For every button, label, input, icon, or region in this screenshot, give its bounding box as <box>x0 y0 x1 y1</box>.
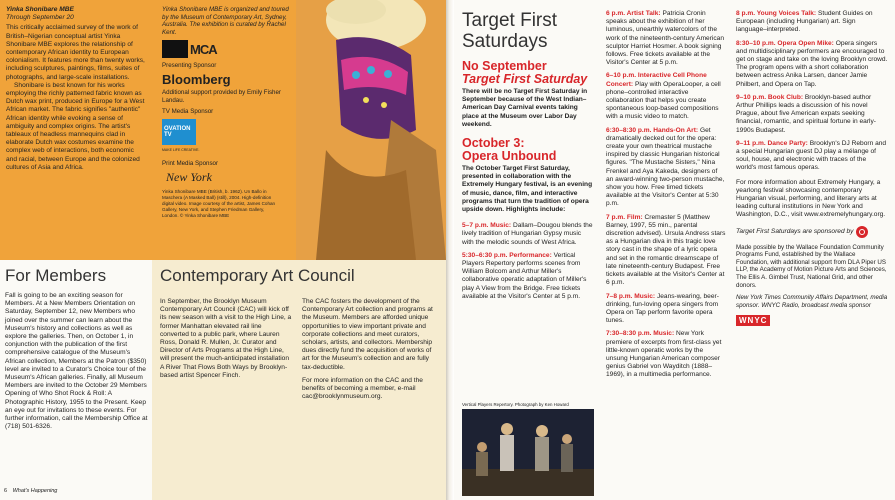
tv-sponsor-label: TV Media Sponsor <box>162 108 214 116</box>
shonibare-title: Yinka Shonibare MBE <box>6 6 74 13</box>
tfs-title-line2: Saturdays <box>462 31 548 52</box>
event-head: 8 p.m. Young Voices Talk: <box>736 10 817 17</box>
cac-title: Contemporary Art Council <box>160 266 355 285</box>
masked-figure-illustration <box>296 0 446 260</box>
event-item <box>736 140 888 173</box>
event-head: 8:30–10 p.m. Opera Open Mike: <box>736 39 834 47</box>
october-line2: Opera Unbound <box>462 149 557 164</box>
bloomberg-logo: Bloomberg <box>162 71 231 87</box>
event-head: 6:30–8:30 p.m. Hands-On Art: <box>606 126 699 134</box>
event-head: 5–7 p.m. Music: <box>462 222 512 230</box>
event-body: Opera singers and multidisciplinary performers are encouraged to get on stage and take on the loving Brooklyn crowd. The program opens with a short collaboration between actress Anika Larsen, dancer Jamie Philbert, and Opera on Tap. <box>736 39 888 88</box>
shonibare-artwork-image <box>296 0 446 260</box>
event-item <box>606 293 726 326</box>
october-heading <box>462 137 594 163</box>
event-item <box>736 40 888 89</box>
no-september-line1: No September <box>462 59 547 73</box>
event-head: 6–10 p.m. Interactive Cell Phone Concert: <box>606 72 707 88</box>
tfs-col2 <box>606 10 726 385</box>
artwork-caption: Yinka Shonibare MBE (British, b. 1962). Un Ballo in Maschera (A Masked Ball) (still), 2004. High-definition digital video. Image courtesy of the artist, James Cohan Gallery, New York, and Stephen Friedman Gallery, London. © Yinka Shonibare MBE <box>162 189 276 219</box>
event-head: 9–10 p.m. Book Club: <box>736 93 804 101</box>
event-item <box>736 94 888 135</box>
event-head: 9–11 p.m. Dance Party: <box>736 139 808 147</box>
event-head: 6 p.m. Artist Talk: <box>606 10 661 17</box>
wnyc-logo: WNYC <box>736 315 770 326</box>
event-body: Cremaster 5 (Matthew Barney, 1997, 55 min., parental discretion advised). Ursula Andress stars as a Hungarian diva in this tragic love story cast in the shape of a lyric opera and set in the romantic dreamscape of late nineteenth-century Budapest. Free tickets available at the Visitor's Center at 6 p.m. <box>606 213 726 287</box>
event-body: Vertical Players Repertory performs scenes from William Bolcom and Arthur Miller's collaborative operatic adaptation of Miller's play A View from the Bridge. Free tickets available at the Visitor's Center at 5 p.m. <box>462 251 587 300</box>
sponsored-by-text: Target First Saturdays are sponsored by <box>736 227 854 235</box>
shonibare-intro: Yinka Shonibare MBE is organized and toured by the Museum of Contemporary Art, Sydney, Australia. The exhibition is curated by Rachel Kent. <box>162 6 289 36</box>
event-body: Brooklyn's DJ Reborn and a special Hungarian guest DJ play a mélange of soul, house, and electronic with traces of the world's most famous operas. <box>736 139 887 172</box>
nyt-sponsor: New York Times Community Affairs Department, media sponsor. WNYC Radio, broadcast media sponsor <box>736 294 888 309</box>
shonibare-dates: Through September 20 <box>6 14 74 22</box>
october-line1: October 3: <box>462 136 525 151</box>
publication-name: What's Happening <box>12 488 58 494</box>
event-body: Patricia Cronin speaks about the exhibition of her luminous, unearthly watercolors of the work of the nineteenth-century American sculptor Harriet Hosmer. A book signing follows. Free tickets available at the Visitor's Center at 5 p.m. <box>606 10 725 67</box>
event-body: Student Guides on European (including Hungarian) art. Sign language–interpreted. <box>736 10 873 34</box>
cac-col2-body: The CAC fosters the development of the Contemporary Art collection and programs at the Museum. Members are afforded unique opportunities to view important private and corporate collections and meet curators, scholars, artists, and collectors. Membership dues directly fund the acquisition of works of art for the Museum's collection and are fully tax-deductible. <box>302 298 433 371</box>
cac-col2 <box>302 298 438 401</box>
tfs-col1 <box>462 10 594 306</box>
no-september-line2: Target First Saturday <box>462 72 588 86</box>
event-body: Get dramatically decked out for the opera: create your own theatrical mustache inspired by classic Hungarian historical figures. "The Mustache Sisters," Nina Frenkel and Aya Kakeda, designers of an award-winning two-person mustache, show you how. Free timed tickets available at the Visitor's Center at 5:30 p.m. <box>606 126 725 208</box>
sponsored-by <box>736 226 888 238</box>
cac-col1: In September, the Brooklyn Museum Contemporary Art Council (CAC) will kick off its new season with a visit to the High Line, a former Manhattan elevated rail line converted to a public park, where Lauren Ross, Donald R. Mullen, Jr. Curator and Director of Arts Programs at the High Line, will present the much-anticipated installation A River That Flows Both Ways by Brooklyn-based artist Spencer Finch. <box>160 298 292 379</box>
mca-logo <box>162 40 294 58</box>
shonibare-body-2: Shonibare is best known for his works employing the richly patterned fabric known as Dutch wax print, produced in Europe for a West African market. The fabric signifies "authentic" African identity while evoking a sense of ambiguity and complex origins. The artist's tableaux of headless mannequins clad in elaborate Dutch wax costumes examine the complex web of interactions, both economic and racial, between Europe and the colonized cultures of Asia and Africa. <box>6 81 145 171</box>
left-footer <box>4 488 57 494</box>
members-body: Fall is going to be an exciting season for Members. At a New Members Orientation on Saturday, September 12, new Members who joined over the summer can learn about the Museum's history and collections as well as explore the galleries. Then, on October 1, in conjunction with the publication of the first comprehensive catalogue of the Museum's African collection, Members at the Patron ($350) level are invited to a Curator's Choice tour of the Museum's African galleries. Finally, all Museum Members are invited to the October 29 Members Opening of Who Shot Rock & Roll: A Photographic History, 1955 to the Present. Keep an eye out for invitations to these events. For further information, call the Membership Office at (718) 501-6326. <box>5 292 148 431</box>
new-york-logo: New York <box>166 170 212 185</box>
cac-col2-more-info: For more information on the CAC and the benefits of becoming a member, e-mail cac@brooklynmuseum.org. <box>302 376 423 401</box>
made-possible: Made possible by the Wallace Foundation Community Programs Fund, established by the Wallace Foundation, with additional support from DLA Piper US LLP, the Academy of Motion Picture Arts and Sciences, The Ellis A. Gimbel Trust, National Grid, and other donors. <box>736 243 887 289</box>
tfs-col3 <box>736 10 888 328</box>
event-head: 5:30–6:30 p.m. Performance: <box>462 251 552 259</box>
presenting-sponsor-label: Presenting Sponsor <box>162 62 217 70</box>
tfs-title <box>462 10 594 52</box>
event-item <box>736 10 888 35</box>
event-body: New York premiere of excerpts from first-class yet little-known operatic works by the unsung Hungarian American composer genius Gabriel von Wayditch (1888–1969), in a multimedia performance. <box>606 330 722 379</box>
event-body: Play with OperaLooper, a cell phone–controlled interactive collaboration that helps you create spontaneous loop-based compositions with a music video to match. <box>606 80 721 121</box>
additional-support: Additional support provided by Emily Fisher Landau. <box>162 88 281 104</box>
mca-logo-text: MCA <box>190 41 217 57</box>
shonibare-col1 <box>6 6 146 256</box>
event-body: Dallam–Dougou blends the lively tradition of Hungarian Gypsy music with the melodic sounds of West Africa. <box>462 222 593 246</box>
photo-caption: Vertical Players Repertory. Photograph by Ken Howard <box>462 402 569 407</box>
event-item <box>462 252 594 301</box>
performers-illustration <box>462 409 594 496</box>
page-gutter <box>446 0 454 500</box>
no-september-heading <box>462 60 594 86</box>
print-sponsor-label: Print Media Sponsor <box>162 159 219 167</box>
target-logo-icon <box>856 226 868 238</box>
ovation-logo-text: OVATION TV <box>164 125 191 138</box>
event-item <box>606 127 726 209</box>
event-item <box>606 72 726 121</box>
shonibare-col2 <box>162 6 294 256</box>
tfs-title-line1: Target First <box>462 10 558 31</box>
members-section <box>5 266 149 431</box>
event-head: 7–8 p.m. Music: <box>606 292 656 300</box>
page-number: 6 <box>4 488 8 494</box>
ovation-logo <box>162 119 196 145</box>
no-september-body: There will be no Target First Saturday in September because of the West Indian–American Day Carnival events taking place at the Museum over Labor Day weekend. <box>462 88 588 128</box>
ovation-tagline: MAKE LIFE CREATIVE. <box>162 147 200 152</box>
event-item <box>606 10 726 67</box>
event-item <box>606 214 726 288</box>
shonibare-body-1: This critically acclaimed survey of the work of British–Nigerian conceptual artist Yinka Shonibare MBE explores the relationship of contemporary African identity to European colonialism. It features more than twenty works, including sculptures, paintings, films, suites of photographs, and large-scale installations. <box>6 24 145 81</box>
event-item <box>462 222 594 247</box>
october-body: The October Target First Saturday, presented in collaboration with the Extremely Hungary festival, is an evening of music, dance, film, and interactive programs that turn the tradition of opera upside down. Highlights include: <box>462 165 593 214</box>
event-body: Jeans-wearing, beer-drinking, fun-loving opera singers from Opera on Tap perform favorite opera tunes. <box>606 292 719 325</box>
performance-photo <box>462 409 594 496</box>
event-item <box>606 330 726 379</box>
event-head: 7:30–8:30 p.m. Music: <box>606 330 675 338</box>
members-title: For Members <box>5 266 107 285</box>
mca-logo-mark <box>162 40 188 58</box>
event-body: Brooklyn-based author Arthur Phillips leads a discussion of his novel Prague, about five American expats seeking financial, romantic, and spiritual fortune in early-1990s Budapest. <box>736 93 877 134</box>
more-info: For more information about Extremely Hungary, a yearlong festival showcasing contemporary Hungarian visual, performing, and literary arts at leading cultural institutions in New York and Washington, D.C., visit www.extremelyhungary.org. <box>736 178 886 219</box>
event-head: 7 p.m. Film: <box>606 213 643 221</box>
